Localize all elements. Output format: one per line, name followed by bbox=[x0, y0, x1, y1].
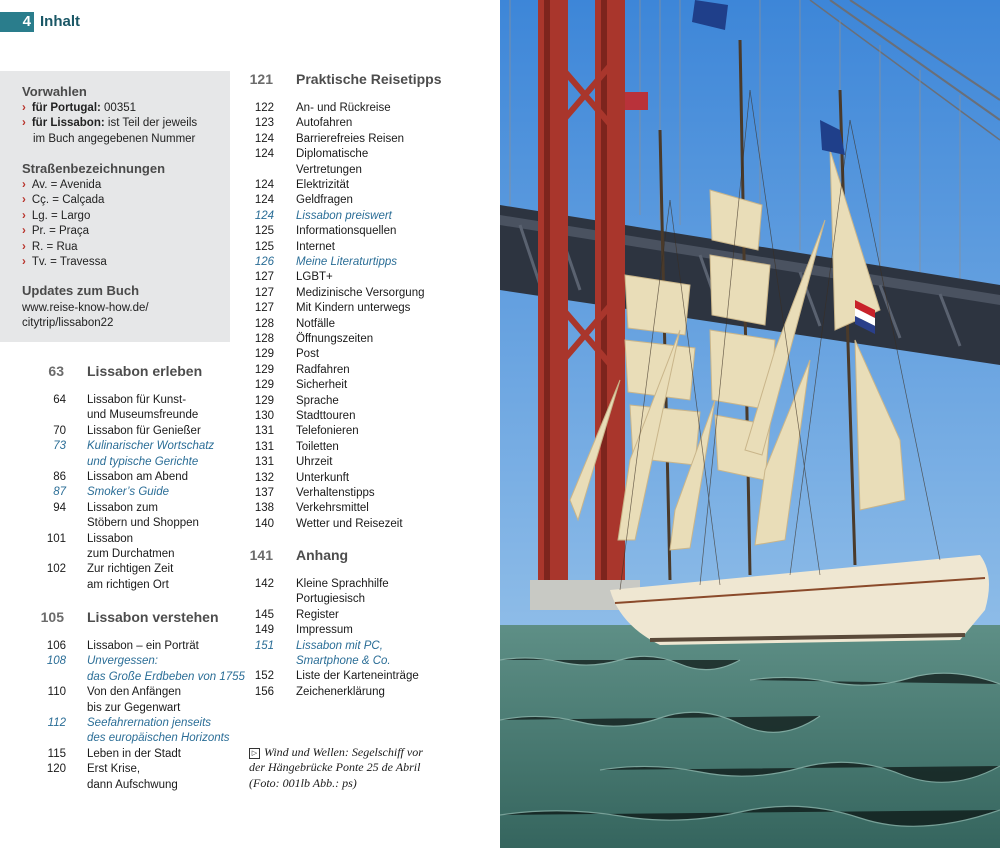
vorwahl-portugal: › für Portugal: 00351 bbox=[22, 102, 137, 114]
toc-entry[interactable]: Lissabon – ein Porträt bbox=[87, 640, 199, 652]
chevron-right-icon: › bbox=[22, 209, 26, 222]
toc-page-number: 129 bbox=[254, 363, 274, 376]
toc-page-number: 128 bbox=[254, 333, 274, 345]
toc-page-number: 87 bbox=[53, 486, 66, 499]
toc-page-number: 149 bbox=[254, 624, 274, 637]
strassen-item: › R. = Rua bbox=[22, 240, 78, 253]
section-title[interactable]: Lissabon verstehen bbox=[87, 609, 219, 625]
toc-entry[interactable]: und Museumsfreunde bbox=[87, 409, 199, 422]
toc-entry[interactable]: dann Aufschwung bbox=[87, 778, 178, 791]
toc-page-number: 124 bbox=[254, 209, 274, 222]
photo-caption: ▷ Wind und Wellen: Segelschiff vor der Hängebrücke Ponte 25 de Abril (Foto: 001lb Abb.: ps) bbox=[249, 745, 423, 790]
chevron-right-icon: › bbox=[22, 194, 26, 207]
toc-page-number: 106 bbox=[46, 640, 66, 652]
toc-page-number: 129 bbox=[254, 379, 274, 392]
toc-page-number: 101 bbox=[46, 532, 66, 545]
toc-page-number: 132 bbox=[254, 471, 274, 484]
toc-page-number: 131 bbox=[254, 456, 274, 469]
toc-entry[interactable]: Notfälle bbox=[296, 317, 335, 330]
toc-entry[interactable]: Register bbox=[296, 608, 339, 621]
toc-entry[interactable]: Smoker’s Guide bbox=[87, 486, 170, 499]
sailing-ship-photo bbox=[500, 0, 1000, 848]
toc-page-number: 86 bbox=[53, 471, 66, 483]
toc-entry[interactable]: Impressum bbox=[296, 624, 353, 637]
toc-entry[interactable]: Meine Literaturtipps bbox=[296, 256, 397, 268]
toc-page-number: 129 bbox=[254, 394, 274, 407]
toc-entry[interactable]: Unterkunft bbox=[296, 471, 350, 484]
updates-link[interactable]: www.reise-know-how.de/ bbox=[22, 302, 149, 314]
section-number: 63 bbox=[48, 363, 64, 379]
strassen-heading: Straßenbezeichnungen bbox=[22, 161, 166, 176]
toc-page-number: 115 bbox=[47, 747, 66, 760]
toc-entry[interactable]: Zur richtigen Zeit bbox=[87, 563, 174, 576]
toc-entry[interactable]: Informationsquellen bbox=[296, 225, 397, 238]
toc-entry[interactable]: Lissabon mit PC, bbox=[296, 639, 383, 652]
strassen-item: › Tv. = Travessa bbox=[22, 256, 107, 268]
toc-page-number: 129 bbox=[254, 348, 274, 361]
toc-entry[interactable]: Radfahren bbox=[296, 363, 350, 376]
toc-page-number: 140 bbox=[254, 517, 274, 530]
toc-entry[interactable]: Stöbern und Shoppen bbox=[87, 517, 199, 530]
chevron-right-icon: › bbox=[22, 117, 26, 130]
section-title[interactable]: Praktische Reisetipps bbox=[296, 71, 442, 87]
chevron-right-icon: › bbox=[22, 225, 26, 238]
vorwahl-lissabon-cont: im Buch angegebenen Nummer bbox=[33, 132, 196, 145]
toc-page-number: 108 bbox=[46, 655, 66, 668]
toc-entry[interactable]: Verhaltenstipps bbox=[296, 487, 375, 499]
toc-entry[interactable]: am richtigen Ort bbox=[87, 578, 169, 591]
toc-entry[interactable]: Kleine Sprachhilfe bbox=[296, 578, 389, 590]
toc-entry[interactable]: An- und Rückreise bbox=[296, 102, 391, 114]
toc-page-number: 138 bbox=[254, 502, 274, 515]
section-number: 121 bbox=[249, 71, 273, 87]
toc-entry[interactable]: Vertretungen bbox=[296, 163, 362, 176]
toc-entry[interactable]: Elektrizität bbox=[296, 179, 350, 191]
toc-entry[interactable]: Toiletten bbox=[296, 440, 339, 453]
toc-page-number: 70 bbox=[53, 424, 66, 437]
toc-entry[interactable]: bis zur Gegenwart bbox=[87, 701, 181, 714]
toc-page-number: 152 bbox=[254, 670, 274, 683]
toc-page-number: 125 bbox=[254, 240, 274, 253]
photo-panel bbox=[500, 0, 1000, 848]
strassen-item: › Cç. = Calçada bbox=[22, 194, 105, 207]
toc-entry[interactable]: Smartphone & Co. bbox=[296, 655, 391, 667]
toc-page-number: 126 bbox=[254, 256, 274, 268]
chevron-right-icon: › bbox=[22, 102, 26, 114]
toc-entry[interactable]: Lissabon für Kunst- bbox=[87, 394, 187, 406]
toc-entry[interactable]: Erst Krise, bbox=[87, 763, 141, 776]
toc-page-number: 102 bbox=[46, 563, 66, 576]
updates-link-cont[interactable]: citytrip/lissabon22 bbox=[22, 317, 114, 330]
toc-page-number: 127 bbox=[254, 286, 274, 299]
section-number: 105 bbox=[40, 609, 64, 625]
toc-page-number: 64 bbox=[53, 394, 66, 406]
toc-entry[interactable]: Portugiesisch bbox=[296, 593, 366, 606]
strassen-item: › Lg. = Largo bbox=[22, 209, 91, 222]
toc-page-number: 125 bbox=[254, 225, 274, 238]
info-box bbox=[0, 71, 230, 342]
page-title: Inhalt bbox=[40, 13, 80, 30]
toc-page-number: 145 bbox=[254, 608, 274, 621]
toc-page-number: 123 bbox=[254, 117, 274, 130]
chevron-right-icon: › bbox=[22, 256, 26, 268]
toc-page-number: 73 bbox=[53, 440, 66, 453]
updates-heading: Updates zum Buch bbox=[22, 283, 140, 298]
toc-page-number: 124 bbox=[254, 132, 274, 145]
toc-page-number: 127 bbox=[254, 271, 274, 284]
toc-entry[interactable]: Uhrzeit bbox=[296, 456, 333, 469]
toc-page-number: 142 bbox=[254, 578, 274, 590]
toc-page-number: 124 bbox=[254, 194, 274, 207]
toc-page-number: 137 bbox=[254, 487, 274, 499]
toc-entry[interactable]: Lissabon bbox=[87, 532, 134, 545]
toc-entry[interactable]: Internet bbox=[296, 240, 335, 253]
toc-entry[interactable]: Unvergessen: bbox=[87, 655, 158, 668]
toc-page-number: 124 bbox=[254, 179, 274, 191]
toc-entry[interactable]: zum Durchatmen bbox=[87, 548, 175, 560]
toc-page-number: 127 bbox=[254, 302, 274, 315]
toc-entry[interactable]: Lissabon für Genießer bbox=[87, 424, 201, 437]
section-title[interactable]: Anhang bbox=[296, 547, 349, 563]
toc-entry[interactable]: Verkehrsmittel bbox=[296, 502, 369, 515]
vorwahl-lissabon: › für Lissabon: ist Teil der jeweils bbox=[22, 117, 198, 130]
chevron-right-icon: › bbox=[22, 179, 26, 191]
toc-entry[interactable]: Zeichenerklärung bbox=[296, 685, 385, 698]
toc-page-number: 131 bbox=[254, 440, 274, 453]
page-number: 4 bbox=[0, 12, 34, 32]
toc-entry[interactable]: Geldfragen bbox=[296, 194, 353, 207]
toc-page-number: 122 bbox=[254, 102, 274, 114]
toc-page-number: 128 bbox=[254, 317, 274, 330]
toc-page-number: 94 bbox=[53, 501, 66, 514]
toc-entry[interactable]: Medizinische Versorgung bbox=[296, 286, 425, 299]
strassen-item: › Av. = Avenida bbox=[22, 179, 102, 191]
toc-entry[interactable]: Kulinarischer Wortschatz bbox=[87, 440, 215, 453]
toc-page-number: 131 bbox=[254, 425, 274, 438]
toc-entry[interactable]: Von den Anfängen bbox=[87, 686, 182, 699]
toc-entry[interactable]: und typische Gerichte bbox=[87, 455, 199, 468]
chevron-right-icon: › bbox=[22, 240, 26, 253]
toc-page-number: 156 bbox=[254, 685, 274, 698]
caption-arrow-icon: ▷ bbox=[249, 748, 260, 759]
section-title[interactable]: Lissabon erleben bbox=[87, 363, 203, 379]
toc-entry[interactable]: Autofahren bbox=[296, 117, 353, 130]
toc-page-number: 112 bbox=[47, 717, 66, 729]
toc-entry[interactable]: des europäischen Horizonts bbox=[87, 732, 230, 745]
toc-entry[interactable]: Leben in der Stadt bbox=[87, 747, 181, 760]
toc-entry[interactable]: Mit Kindern unterwegs bbox=[296, 302, 411, 315]
toc-entry[interactable]: Post bbox=[296, 348, 320, 361]
toc-entry[interactable]: Lissabon am Abend bbox=[87, 471, 189, 483]
section-number: 141 bbox=[249, 547, 273, 563]
toc-page-number: 130 bbox=[254, 410, 274, 422]
toc-page-number: 124 bbox=[254, 148, 274, 161]
toc-entry[interactable]: Lissabon preiswert bbox=[296, 209, 392, 222]
toc-entry[interactable]: LGBT+ bbox=[296, 271, 333, 284]
toc-entry[interactable]: Sicherheit bbox=[296, 379, 348, 392]
toc-entry[interactable]: Wetter und Reisezeit bbox=[296, 517, 403, 530]
toc-page-number: 110 bbox=[47, 686, 66, 699]
toc-entry[interactable]: das Große Erdbeben von 1755 bbox=[87, 670, 245, 683]
toc-page-number: 151 bbox=[254, 639, 274, 652]
toc-entry[interactable]: Lissabon zum bbox=[87, 501, 158, 514]
toc-entry[interactable]: Sprache bbox=[296, 394, 339, 407]
vorwahlen-heading: Vorwahlen bbox=[22, 84, 87, 99]
toc-entry[interactable]: Stadttouren bbox=[296, 410, 356, 422]
toc-page-number: 120 bbox=[46, 763, 66, 776]
toc-entry[interactable]: Öffnungszeiten bbox=[296, 333, 374, 345]
toc-entry[interactable]: Telefonieren bbox=[296, 425, 359, 438]
toc-entry[interactable]: Seefahrernation jenseits bbox=[87, 717, 212, 729]
toc-entry[interactable]: Diplomatische bbox=[296, 148, 369, 161]
toc-entry[interactable]: Liste der Karteneinträge bbox=[296, 670, 419, 683]
toc-entry[interactable]: Barrierefreies Reisen bbox=[296, 132, 405, 145]
strassen-item: › Pr. = Praça bbox=[22, 225, 90, 238]
